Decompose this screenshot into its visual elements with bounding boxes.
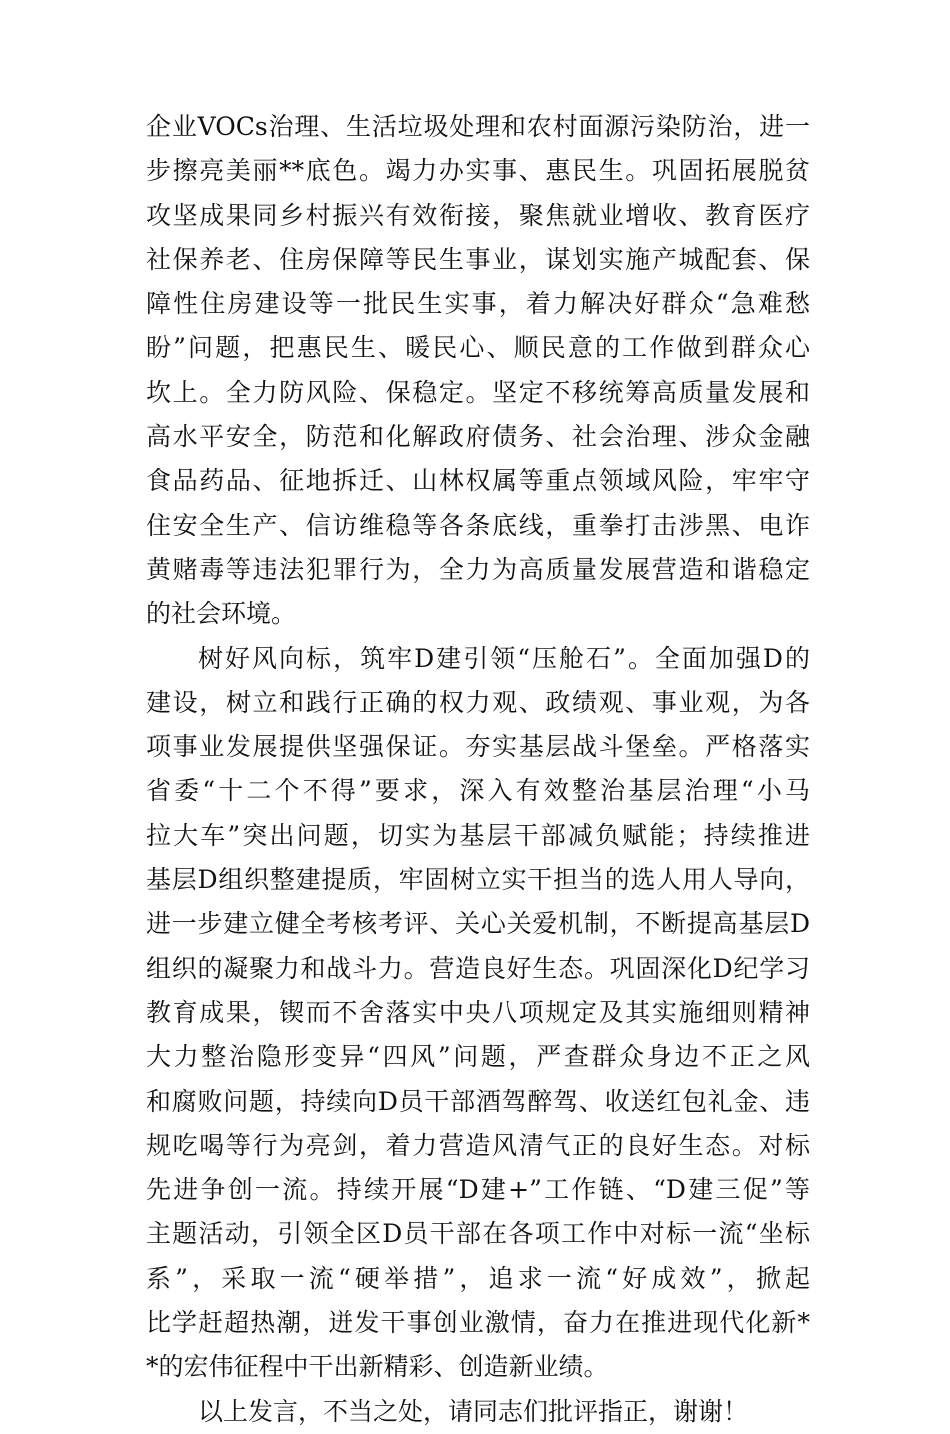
- closing-line: 以上发言，不当之处，请同志们批评指正，谢谢！: [198, 1396, 749, 1426]
- text-line: 主题活动，引领全区D员干部在各项工作中对标一流“坐标: [146, 1219, 810, 1249]
- text-line: *的宏伟征程中干出新精彩、创造新业绩。: [146, 1352, 609, 1382]
- text-line: 坎上。全力防风险、保稳定。坚定不移统筹高质量发展和: [146, 377, 810, 407]
- text-line: 拉大车”突出问题，切实为基层干部减负赋能；持续推进: [146, 820, 810, 850]
- text-line: 食品药品、征地拆迁、山林权属等重点领域风险，牢牢守: [146, 466, 810, 496]
- text-line: 和腐败问题，持续向D员干部酒驾醉驾、收送红包礼金、违: [146, 1086, 810, 1116]
- text-line: 企业VOCs治理、生活垃圾处理和农村面源污染防治，进一: [146, 112, 810, 141]
- document-body: [146, 105, 810, 1434]
- text-line: 黄赌毒等违法犯罪行为，全力为高质量发展营造和谐稳定: [146, 554, 810, 584]
- text-line: 高水平安全，防范和化解政府债务、社会治理、涉众金融: [146, 422, 810, 452]
- text-line: 先进争创一流。持续开展“D建+”工作链、“D建三促”等: [146, 1175, 810, 1205]
- text-line: 的社会环境。: [146, 599, 297, 629]
- text-line: 基层D组织整建提质，牢固树立实干担当的选人用人导向，: [146, 865, 810, 895]
- text-line: 建设，树立和践行正确的权力观、政绩观、事业观，为各: [146, 687, 810, 717]
- text-line: 省委“十二个不得”要求，深入有效整治基层治理“小马: [146, 776, 810, 806]
- text-line: 规吃喝等行为亮剑，着力营造风清气正的良好生态。对标: [146, 1130, 810, 1160]
- text-line: 障性住房建设等一批民生实事，着力解决好群众“急难愁: [146, 289, 810, 319]
- text-line: 社保养老、住房保障等民生事业，谋划实施产城配套、保: [146, 244, 810, 274]
- paragraph-first-line: 树好风向标，筑牢D建引领“压舱石”。全面加强D的: [198, 643, 810, 673]
- text-line: 步擦亮美丽**底色。竭力办实事、惠民生。巩固拓展脱贫: [146, 156, 810, 186]
- text-line: 项事业发展提供坚强保证。夯实基层战斗堡垒。严格落实: [146, 732, 810, 762]
- text-line: 系”，采取一流“硬举措”，追求一流“好成效”，掀起: [146, 1263, 810, 1293]
- text-line: 进一步建立健全考核考评、关心关爱机制，不断提高基层D: [146, 909, 810, 939]
- text-line: 教育成果，锲而不舍落实中央八项规定及其实施细则精神: [146, 997, 810, 1027]
- text-line: 组织的凝聚力和战斗力。营造良好生态。巩固深化D纪学习: [146, 953, 810, 983]
- text-line: 住安全生产、信访维稳等各条底线，重拳打击涉黑、电诈: [146, 510, 810, 540]
- text-line: 大力整治隐形变异“四风”问题，严查群众身边不正之风: [146, 1042, 810, 1072]
- text-line: 比学赶超热潮，迸发干事创业激情，奋力在推进现代化新*: [146, 1308, 810, 1338]
- text-line: 盼”问题，把惠民生、暖民心、顺民意的工作做到群众心: [146, 333, 810, 363]
- text-line: 攻坚成果同乡村振兴有效衔接，聚焦就业增收、教育医疗: [146, 200, 810, 230]
